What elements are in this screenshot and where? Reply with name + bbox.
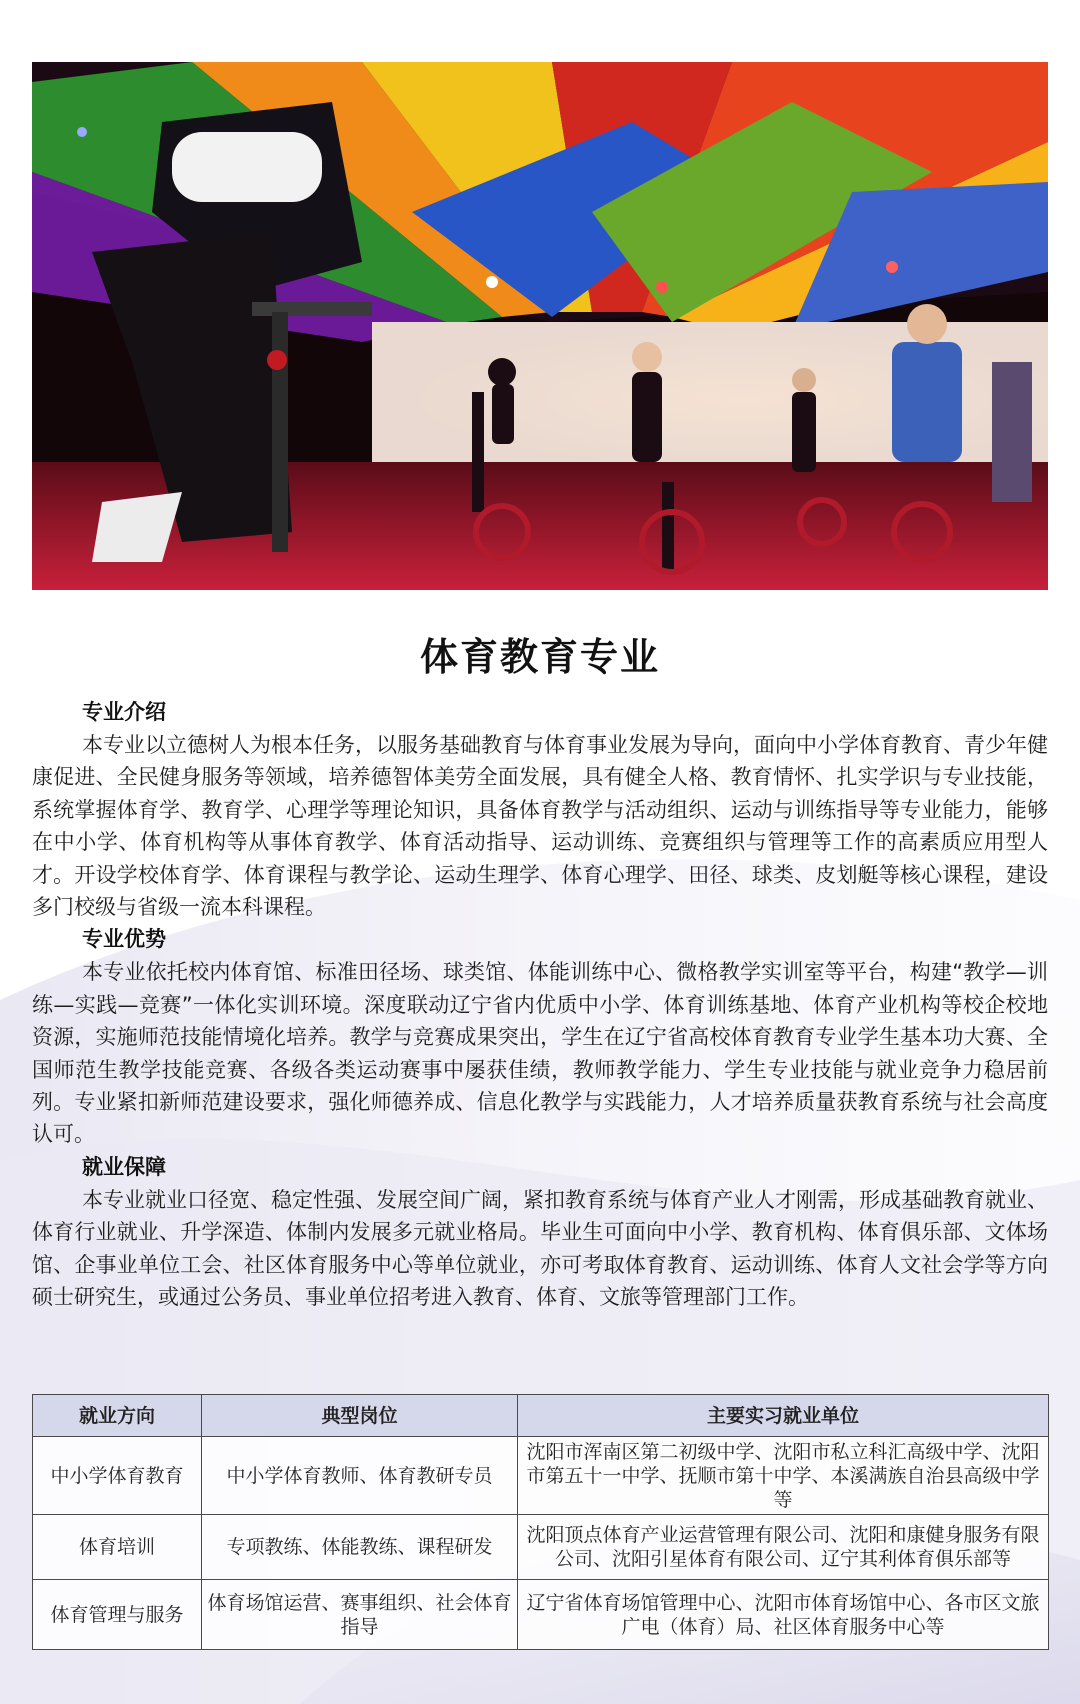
table-header-cell: 就业方向	[33, 1395, 202, 1437]
table-header-row	[33, 1395, 1049, 1437]
table-row	[33, 1437, 1049, 1515]
table-cell-units: 沈阳顶点体育产业运营管理有限公司、沈阳和康健身服务有限公司、沈阳引星体育有限公司、辽宁其利体育俱乐部等	[518, 1515, 1049, 1580]
page-title: 体育教育专业	[419, 635, 660, 679]
table-cell-units: 沈阳市浑南区第二初级中学、沈阳市私立科汇高级中学、沈阳市第五十一中学、抚顺市第十中学、本溪满族自治县高级中学等	[518, 1437, 1049, 1515]
section-heading-employment: 就业保障	[82, 1154, 166, 1179]
section-text-intro: 本专业以立德树人为根本任务，以服务基础教育与体育事业发展为导向，面向中小学体育教育、青少年健康促进、全民健身服务等领域，培养德智体美劳全面发展，具有健全人格、教育情怀、扎实学识与专业技能，系统掌握体育学、教育学、心理学等理论知识，具备体育教学与活动组织、运动与训练指导等专业能力，能够在中小学、体育机构等从事体育教学、体育活动指导、运动训练、竞赛组织与管理等工作的高素质应用型人才。开设学校体育学、体育课程与教学论、运动生理学、体育心理学、田径、球类、皮划艇等核心课程，建设多门校级与省级一流本科课程。	[32, 733, 1048, 920]
section-text-advantage: 本专业依托校内体育馆、标准田径场、球类馆、体能训练中心、微格教学实训室等平台，构建“教学—训练—实践—竞赛”一体化实训环境。深度联动辽宁省内优质中小学、体育训练基地、体育产业机构等校企校地资源，实施师范技能情境化培养。教学与竞赛成果突出，学生在辽宁省高校体育教育专业学生基本功大赛、全国师范生教学技能竞赛、各级各类运动赛事中屡获佳绩，教师教学能力、学生专业技能与就业竞争力稳居前列。专业紧扣新师范建设要求，强化师德养成、信息化教学与实践能力，人才培养质量获教育系统与社会高度认可。	[32, 960, 1048, 1147]
table-cell-position: 体育场馆运营、赛事组织、社会体育指导	[202, 1580, 518, 1650]
table-cell-position: 中小学体育教师、体育教研专员	[202, 1437, 518, 1515]
section-heading-advantage: 专业优势	[82, 927, 166, 952]
table-header-cell: 主要实习就业单位	[518, 1395, 1049, 1437]
article-body	[32, 696, 1048, 1314]
table-cell-position: 专项教练、体能教练、课程研发	[202, 1515, 518, 1580]
table-row	[33, 1515, 1049, 1580]
table-header-cell: 典型岗位	[202, 1395, 518, 1437]
hero-photo	[32, 62, 1048, 590]
table-cell-direction: 中小学体育教育	[33, 1437, 202, 1515]
table-cell-direction: 体育管理与服务	[33, 1580, 202, 1650]
section-text-employment: 本专业就业口径宽、稳定性强、发展空间广阔，紧扣教育系统与体育产业人才刚需，形成基础教育就业、体育行业就业、升学深造、体制内发展多元就业格局。毕业生可面向中小学、教育机构、体育俱乐部、文体场馆、企事业单位工会、社区体育服务中心等单位就业，亦可考取体育教育、运动训练、体育人文社会学等方向硕士研究生，或通过公务员、事业单位招考进入教育、体育、文旅等管理部门工作。	[32, 1187, 1048, 1310]
employment-table	[32, 1394, 1049, 1650]
spin-class-photo-icon	[32, 62, 1048, 590]
table-cell-direction: 体育培训	[33, 1515, 202, 1580]
table-cell-units: 辽宁省体育场馆管理中心、沈阳市体育场馆中心、各市区文旅广电（体育）局、社区体育服务中心等	[518, 1580, 1049, 1650]
section-heading-intro: 专业介绍	[82, 700, 166, 724]
table-row	[33, 1580, 1049, 1650]
